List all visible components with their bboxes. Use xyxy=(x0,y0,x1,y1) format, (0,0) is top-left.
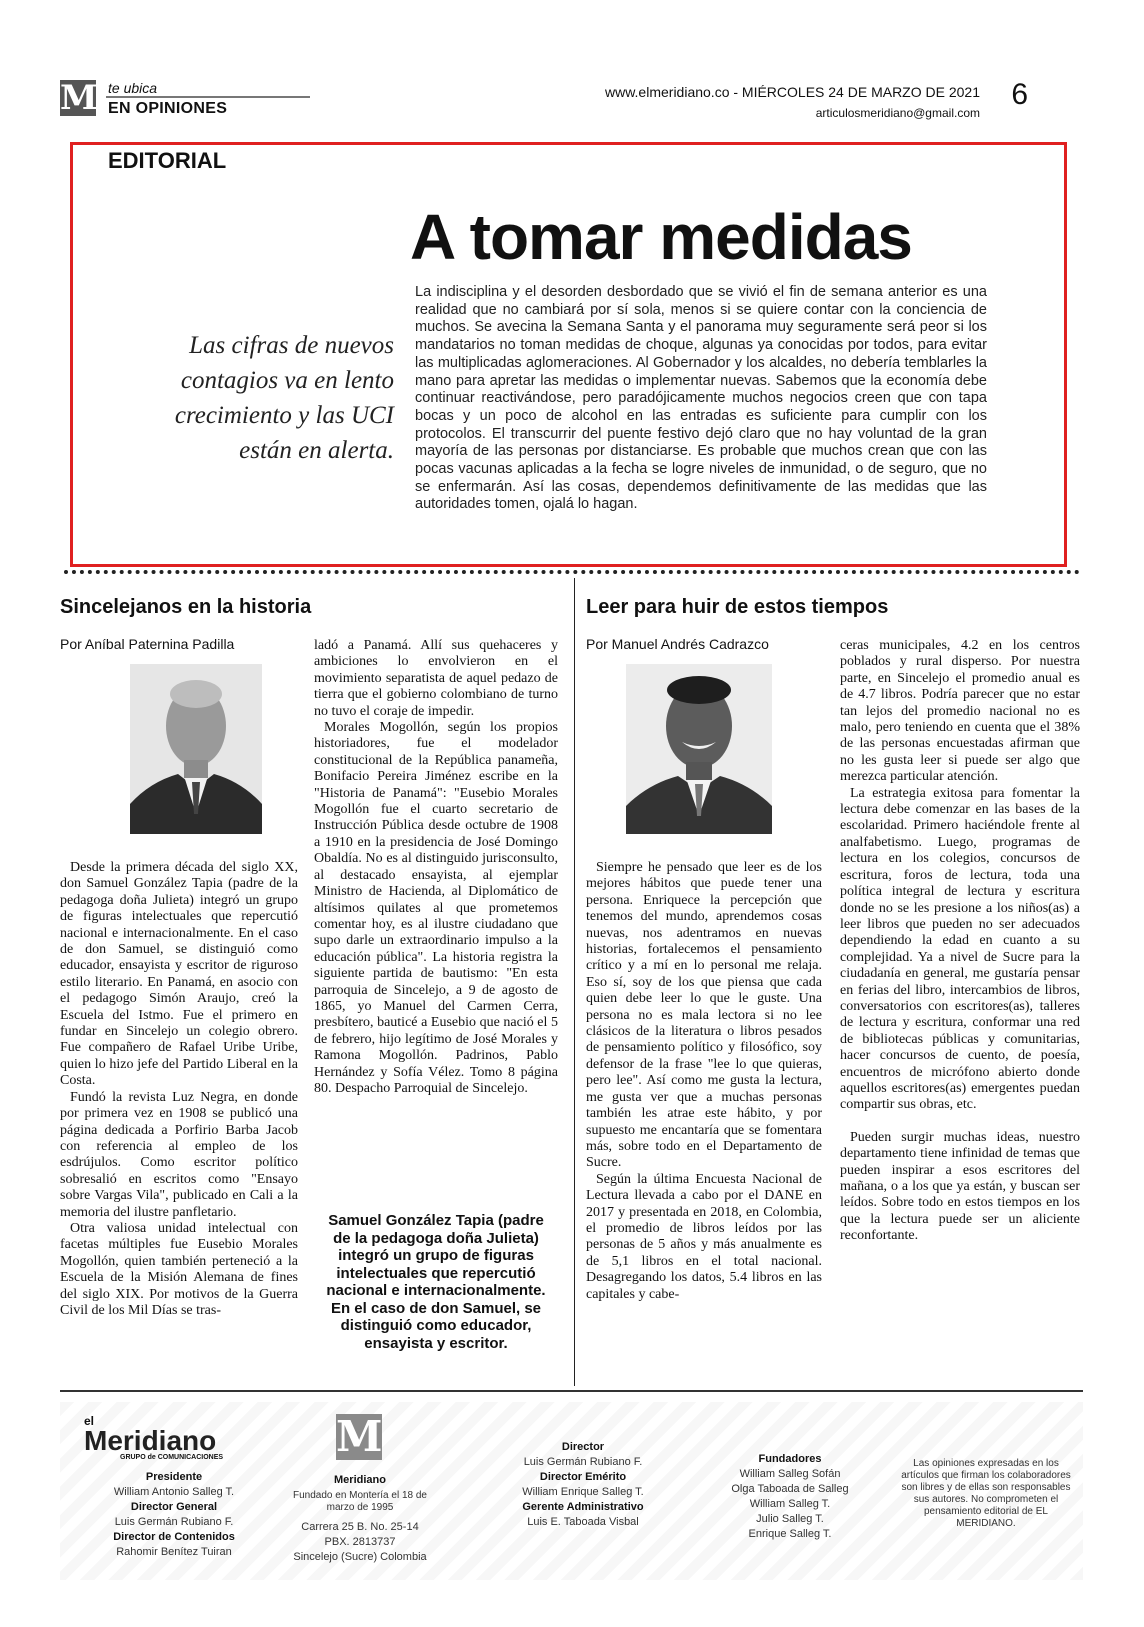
site-date: www.elmeridiano.co - MIÉRCOLES 24 DE MARZO DE 2021 xyxy=(604,84,980,100)
role: Presidente xyxy=(145,1471,203,1483)
role: Director xyxy=(561,1441,605,1453)
founder: Olga Taboada de Salleg xyxy=(731,1483,849,1495)
brand-small: el xyxy=(84,1414,95,1428)
footer-block-address xyxy=(284,1474,436,1565)
paragraph: ceras municipales, 4.2 en los centros poblados y rural disperso. Por nuestra parte, en Sincelejo el promedio anual es de 4.7 libros. Podría parecer que no estar tan lejos del promedio nacional no es malo, pero teniendo en cuenta que el 38% de las personas encuestadas afirman que no les gusta leer si puede ser algo que merezca particular atención. xyxy=(840,638,1080,785)
role: Director Emérito xyxy=(539,1471,627,1483)
phone-line: PBX. 2813737 xyxy=(324,1536,396,1548)
article2-title: Leer para huir de estos tiempos xyxy=(586,596,889,618)
author-photo-manuel xyxy=(626,664,772,834)
paragraph: Pueden surgir muchas ideas, nuestro departamento tiene infinidad de temas que pueden inspirar a esos escritores del mañana, o a los que ya están, y buscan ser leídos. Sobre todo en estos tiempos en los que la lectura puede ser un aliciente reconfortante. xyxy=(840,1129,1080,1244)
paragraph: Fundó la revista Luz Negra, en donde por primera vez en 1908 se publicó una página dedicada a Porfirio Barba Jacob con referencia al empleo de los esdrújulos. Como escritor político sobresalió en escritos como "Ensayo sobre Vargas Vila", publicado en Cali a la memoria del ilustre panfletario. xyxy=(60,1089,298,1220)
page-number: 6 xyxy=(1011,78,1028,111)
founder: William Salleg Sofán xyxy=(739,1468,841,1480)
column-divider xyxy=(574,578,575,1386)
editorial-pull-quote: Las cifras de nuevos contagios va en lento crecimiento y las UCI están en alerta. xyxy=(174,332,394,464)
role: Director General xyxy=(130,1501,218,1513)
footer-brand xyxy=(84,1414,244,1461)
footer-block-management xyxy=(84,1470,264,1560)
footer-rule xyxy=(60,1390,1083,1392)
role: Gerente Administrativo xyxy=(522,1501,644,1513)
paragraph: Siempre he pensado que leer es de los mejores hábitos que puede tener una persona. Enriquece la percepción que tenemos del mundo, aprendemos cosas nuevas, nos adentramos en nuevas historias, fortalecemos el pensamiento crítico y a mí en lo personal me relaja. Eso sí, soy de los que piensa que cada quien debe leer lo que le guste. Una persona no es mala lectora si no lee clásicos de la literatura o libros pesados de pensamiento político y filosófico, soy defensor de la frase "lee lo que quieras, pero lee". Así como me gusta la lectura, me gusta ver que a muchas personas también les atrae este hábito, y por supuesto me encantaría que se fomentara más, sobre todo en el Departamento de Sucre. xyxy=(586,860,822,1171)
contact-email: articulosmeridiano@gmail.com xyxy=(815,106,980,120)
author-photo-anibal xyxy=(130,664,262,834)
person: William Enrique Salleg T. xyxy=(522,1486,644,1498)
footer-logo-icon: M xyxy=(336,1412,383,1461)
founder: Enrique Salleg T. xyxy=(748,1528,832,1540)
city-line: Sincelejo (Sucre) Colombia xyxy=(293,1551,427,1563)
footer-disclaimer: Las opiniones expresadas en los artículos que firman los colaboradores son libres y de ellas son responsables sus autores. No comprometen el pensamiento editorial de EL MERIDIANO. xyxy=(901,1458,1071,1529)
founder: William Salleg T. xyxy=(749,1498,831,1510)
person: Rahomir Benítez Tuiran xyxy=(116,1546,232,1558)
paragraph: La estrategia exitosa para fomentar la lectura debe comenzar en las bases de la escolaridad. Primero haciéndole frente al analfabetismo. Luego, programas de lectura en los colegios, concursos de escritura, foros de lectura, toda una política integral de lectura y escritura donde no se les presione a los niños(as) a leer libros que pueden no ser adecuados dependiendo la edad en cuanto a su complejidad. Ya a nivel de Sucre para la ciudadanía en general, me gustaría pensar en ferias del libro, intercambios de libros, conversatorios con escritores(as), talleres de lectura y escritura, conformar una red de bibliotecas públicas y comunitarias, hacer concursos de cuento, de poesía, encuentros de micrófono abierto donde aquellos escritores(as) emergentes puedan compartir sus obras, etc. xyxy=(840,785,1080,1113)
address-line: Carrera 25 B. No. 25-14 xyxy=(301,1521,419,1533)
paragraph: Morales Mogollón, según los propios historiadores, fue el modelador constitucional de la República panameña, Bonifacio Pereira Jiménez escribe en la "Historia de Panamá": "Eusebio Morales Mogollón fue el cuarto secretario de Instrucción Pública desde octubre de 1908 a 1910 en la presidencia de José Domingo Obaldía. No es al distinguido jurisconsulto, al destacado ensayista, al ejemplar Ministro de Hacienda, al Diplomático de altísimos quilates al que prometemos comentar hoy, es al ilustre ciudadano que supo darle un extraordinario impulso a la educación pública". La historia registra la siguiente partida de bautismo: "En esta parroquia de Sincelejo, a 9 de agosto de 1865, yo Manuel del Carmen Cerra, presbítero, bauticé a Eusebio que nació el 5 de febrero, hijo legítimo de José Morales y Ramona Mogollón. Padrinos, Pablo Hernández y Sofía Vélez. Tomo 8 página 80. Despacho Parroquial de Sincelejo. xyxy=(314,720,558,1096)
paragraph: Desde la primera década del siglo XX, don Samuel González Tapia (padre de la pedagoga doña Julieta) integró un grupo de figuras intelectuales que repercutió nacional e internacionalmente. En el caso de don Samuel, se distinguió como educador, ensayista y escritor de riguroso estilo literario. En Panamá, en asocio con el pedagogo Simón Araujo, creó la Escuela del Istmo. Fue el primero en fundar en Sincelejo un colegio obrero. Fue compañero de Rafael Uribe Uribe, quien lo hizo jefe del Partido Liberal en la Costa. xyxy=(60,860,298,1089)
footer-block-founders xyxy=(710,1452,870,1542)
person: Luis E. Taboada Visbal xyxy=(527,1516,639,1528)
portrait-icon xyxy=(130,664,262,834)
person: Luis Germán Rubiano F. xyxy=(523,1456,643,1468)
section-name: EN OPINIONES xyxy=(108,100,228,117)
article2-column2 xyxy=(840,638,1080,1245)
article1-pull-quote: Samuel González Tapia (padre de la pedagoga doña Julieta) integró un grupo de figuras intelectuales que repercutió nacional e internacionalmente. En el caso de don Samuel, se distinguió como educador, ensayista y escritor. xyxy=(326,1212,546,1352)
editorial-title: A tomar medidas xyxy=(410,201,912,273)
article2-column1 xyxy=(586,860,822,1303)
brand-tag: GRUPO de COMUNICACIONES xyxy=(120,1454,224,1461)
editorial-label: EDITORIAL xyxy=(108,148,227,173)
founded-text: Fundado en Montería el 18 de marzo de 1995 xyxy=(293,1490,427,1513)
founder: Julio Salleg T. xyxy=(756,1513,824,1525)
role: Director de Contenidos xyxy=(113,1531,235,1543)
article1-column1 xyxy=(60,860,298,1319)
paragraph: Según la última Encuesta Nacional de Lectura llevada a cabo por el DANE en 2017 y presentada en 2018, en Colombia, el promedio de libros leídos por las personas de 5 años y más anualmente es de 5,1 libros en el total nacional. Desagregando los datos, 5.4 libros en las capitales y cabe- xyxy=(586,1171,822,1302)
editorial-body: La indisciplina y el desorden desbordado que se vivió el fin de semana anterior es una realidad que no cambiará por sí sola, menos si se quiere contar con la conciencia de muchos. Se avecina la Semana Santa y el panorama muy seguramente será peor si los mandatarios no toman medidas de choque, algunas ya conocidas por todos, para evitar las multiplicadas aglomeraciones. Al Gobernador y los alcaldes, no debería temblarles la mano para apretar las medidas o implementar nuevas. Sabemos que la economía debe continuar reactivándose, pero paradójicamente muchos negocios creen que con tapa bocas y un poco de alcohol en las entradas es suficiente para cumplir con los protocolos. El transcurrir del puente festivo dejó claro que no hay voluntad de la gran mayoría de las personas por distanciarse. Es probable que muchos crean que con las pocas vacunas aplicadas a la fecha se logre niveles de inmunidad, o de seguro, que no se enfermarán. Así las cosas, dependemos definitivamente de las medidas que las autoridades tomen, ojalá lo hagan. xyxy=(415,284,987,513)
brand-name: Meridiano xyxy=(84,1425,217,1456)
article2-byline: Por Manuel Andrés Cadrazco xyxy=(586,636,769,652)
dotted-divider xyxy=(64,570,1080,574)
section-kicker: te ubica xyxy=(108,80,158,96)
person: William Antonio Salleg T. xyxy=(113,1486,235,1498)
paragraph: Otra valiosa unidad intelectual con facetas múltiples fue Eusebio Morales Mogollón, quien también perteneció a la Escuela de la Misión Alemana de fines del siglo XIX. Por motivos de la Guerra Civil de los Mil Días se tras- xyxy=(60,1220,298,1318)
founders-title: Fundadores xyxy=(758,1453,822,1465)
article1-byline: Por Aníbal Paternina Padilla xyxy=(60,636,235,652)
footer-logo-name: Meridiano xyxy=(334,1474,386,1486)
article1-column2 xyxy=(314,638,558,1097)
section-rule xyxy=(106,96,310,98)
person: Luis Germán Rubiano F. xyxy=(114,1516,234,1528)
portrait-icon xyxy=(626,664,772,834)
article1-title: Sincelejanos en la historia xyxy=(60,596,312,618)
footer-block-directors xyxy=(498,1440,668,1530)
paragraph: ladó a Panamá. Allí sus quehaceres y ambiciones lo envolvieron en el movimiento separatista de aquel pedazo de tierra que el gobierno colombiano de turno no tuvo el coraje de impedir. xyxy=(314,638,558,719)
meridiano-logo: M xyxy=(60,78,98,118)
